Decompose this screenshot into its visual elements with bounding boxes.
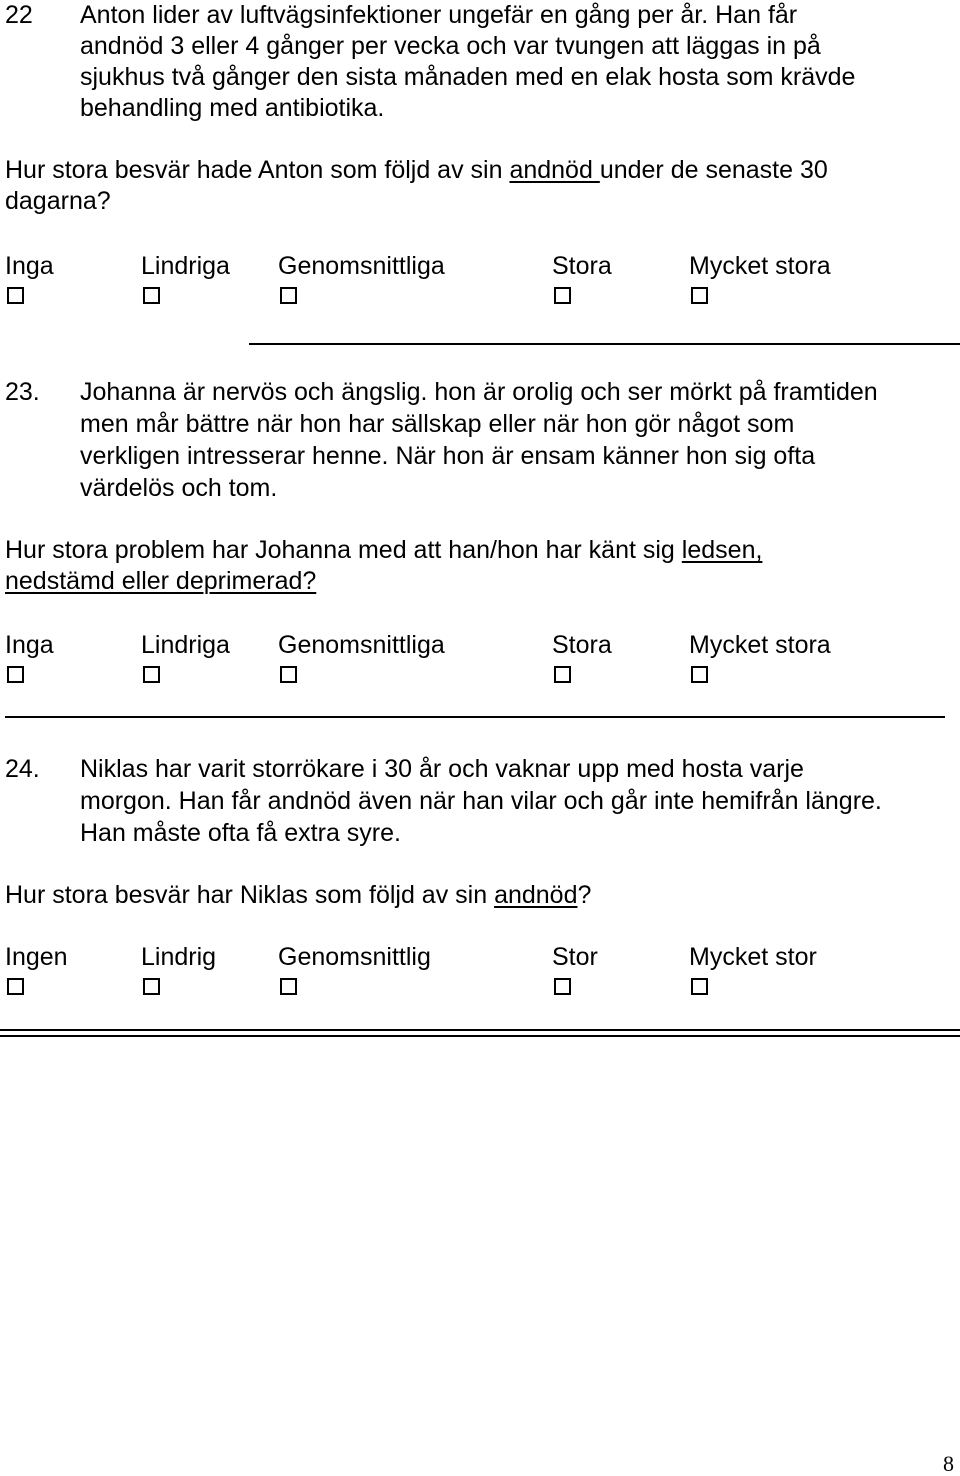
underlined-term: ledsen, — [681, 536, 763, 564]
scenario-line: sjukhus två gånger den sista månaden med en elak hosta som krävde — [80, 63, 856, 91]
option-label: Lindriga — [141, 631, 230, 659]
scenario-line: verkligen intresserar henne. När hon är ensam känner hon sig ofta — [80, 442, 816, 470]
option-label: Stora — [552, 252, 612, 280]
question-text: Hur stora problem har Johanna med att han/hon har känt sig ledsen, — [5, 536, 763, 564]
option-label: Stora — [552, 631, 612, 659]
scenario-line: Anton lider av luftvägsinfektioner ungefär en gång per år. Han får — [80, 1, 798, 29]
option-checkbox[interactable] — [280, 666, 297, 683]
option-label: Lindrig — [141, 943, 217, 971]
scenario-line: Han måste ofta få extra syre. — [80, 819, 401, 847]
option-label: Mycket stora — [689, 631, 831, 659]
option-label: Inga — [5, 631, 54, 659]
option-checkbox[interactable] — [7, 287, 24, 304]
option-label: Mycket stor — [689, 943, 817, 971]
question-text-line2: nedstämd eller deprimerad? — [5, 567, 317, 595]
option-label: Lindriga — [141, 252, 230, 280]
question-number: 24. — [5, 755, 40, 783]
option-checkbox[interactable] — [7, 978, 24, 995]
option-checkbox[interactable] — [143, 287, 160, 304]
option-checkbox[interactable] — [7, 666, 24, 683]
option-checkbox[interactable] — [280, 287, 297, 304]
underlined-term: andnöd — [494, 881, 578, 909]
question-text: Hur stora besvär hade Anton som följd av sin andnöd under de senaste 30 — [5, 156, 828, 184]
scenario-line: morgon. Han får andnöd även när han vilar och går inte hemifrån längre. — [80, 787, 882, 815]
option-checkbox[interactable] — [691, 287, 708, 304]
scenario-line: Niklas har varit storrökare i 30 år och vaknar upp med hosta varje — [80, 755, 804, 783]
scenario-line: men mår bättre när hon har sällskap eller när hon gör något som — [80, 410, 795, 438]
page-number: 8 — [943, 1451, 954, 1476]
underlined-term: andnöd — [509, 156, 600, 184]
option-checkbox[interactable] — [691, 666, 708, 683]
double-rule-bottom — [0, 1035, 960, 1037]
option-label: Genomsnittliga — [278, 631, 445, 659]
double-rule-top — [0, 1029, 960, 1031]
option-label: Genomsnittliga — [278, 252, 445, 280]
option-label: Inga — [5, 252, 54, 280]
option-checkbox[interactable] — [554, 287, 571, 304]
question-number: 22 — [5, 1, 33, 29]
section-divider — [249, 343, 960, 345]
option-checkbox[interactable] — [143, 666, 160, 683]
scenario-line: behandling med antibiotika. — [80, 94, 385, 122]
option-label: Genomsnittlig — [278, 943, 431, 971]
option-label: Stor — [552, 943, 598, 971]
option-label: Ingen — [5, 943, 68, 971]
option-checkbox[interactable] — [691, 978, 708, 995]
question-number: 23. — [5, 378, 40, 406]
scenario-line: andnöd 3 eller 4 gånger per vecka och var tvungen att läggas in på — [80, 32, 821, 60]
scenario-line: Johanna är nervös och ängslig. hon är orolig och ser mörkt på framtiden — [80, 378, 878, 406]
question-text-line2: dagarna? — [5, 187, 111, 215]
scenario-line: värdelös och tom. — [80, 474, 278, 502]
option-label: Mycket stora — [689, 252, 831, 280]
question-text: Hur stora besvär har Niklas som följd av sin andnöd? — [5, 881, 592, 909]
section-divider — [5, 716, 945, 718]
option-checkbox[interactable] — [280, 978, 297, 995]
option-checkbox[interactable] — [143, 978, 160, 995]
option-checkbox[interactable] — [554, 978, 571, 995]
option-checkbox[interactable] — [554, 666, 571, 683]
